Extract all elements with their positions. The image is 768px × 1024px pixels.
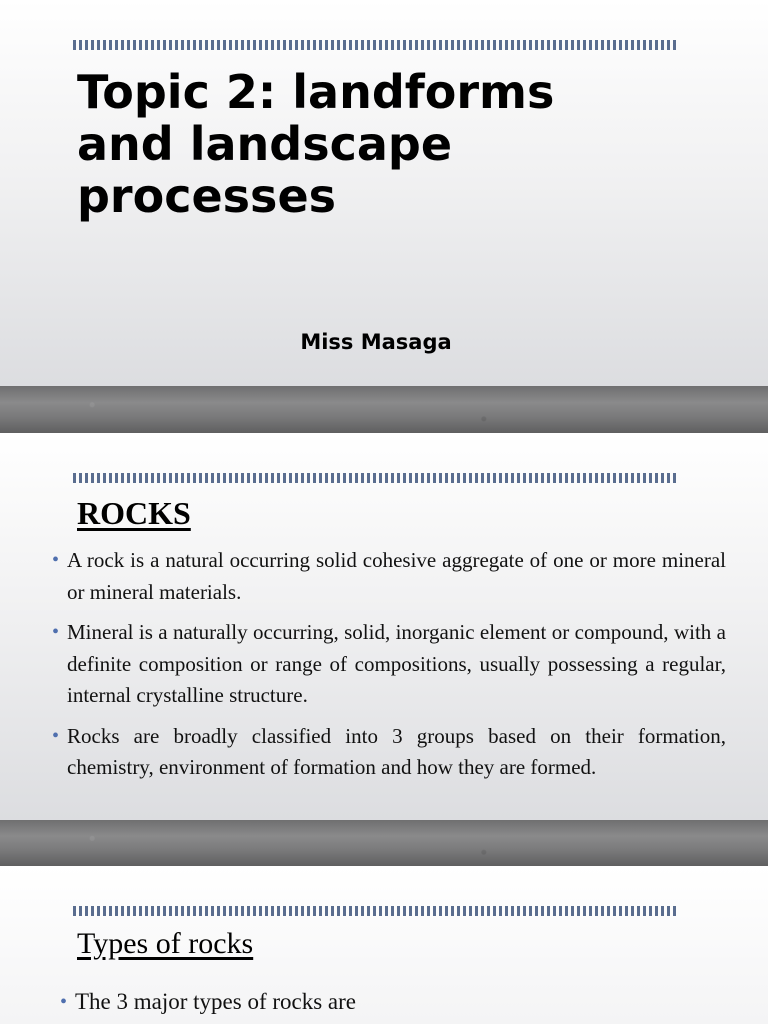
- bullet-icon: •: [52, 621, 60, 643]
- list-item: [52, 721, 726, 784]
- decorative-hatch-bar: [73, 473, 676, 483]
- bullet-list: [60, 986, 734, 1024]
- concrete-divider: [0, 386, 768, 433]
- list-item-text: Rocks are broadly classified into 3 groups based on their formation, chemistry, environment of formation and how they are formed.: [67, 723, 726, 779]
- slide-title-heading: [77, 66, 554, 222]
- bullet-icon: •: [52, 549, 60, 571]
- list-item-text: The 3 major types of rocks are: [75, 989, 357, 1014]
- concrete-divider: [0, 820, 768, 866]
- slide-rocks: [0, 433, 768, 820]
- title-line-1: Topic 2: landforms: [77, 65, 555, 119]
- decorative-hatch-bar: [73, 906, 676, 916]
- list-item-text: A rock is a natural occurring solid cohesive aggregate of one or more mineral or mineral materials.: [67, 548, 726, 604]
- slide-types-of-rocks: [0, 866, 768, 1024]
- list-item: [52, 617, 726, 712]
- bullet-icon: •: [60, 991, 68, 1013]
- slide-heading: ROCKS: [77, 495, 191, 531]
- title-line-3: processes: [77, 169, 337, 223]
- presenter-name: Miss Masaga: [300, 330, 452, 354]
- list-item: [52, 545, 726, 608]
- slide-heading: Types of rocks: [77, 927, 254, 960]
- bullet-icon: •: [52, 724, 60, 747]
- decorative-hatch-bar: [73, 40, 676, 50]
- bullet-list: [52, 545, 726, 793]
- list-item-text: Mineral is a naturally occurring, solid, inorganic element or compound, with a definite composition or range of compositions, usually possessing a regular, internal crystalline structure.: [67, 620, 726, 707]
- list-item: [60, 986, 734, 1018]
- slide-title: [0, 0, 768, 386]
- title-line-2: and landscape: [77, 117, 453, 171]
